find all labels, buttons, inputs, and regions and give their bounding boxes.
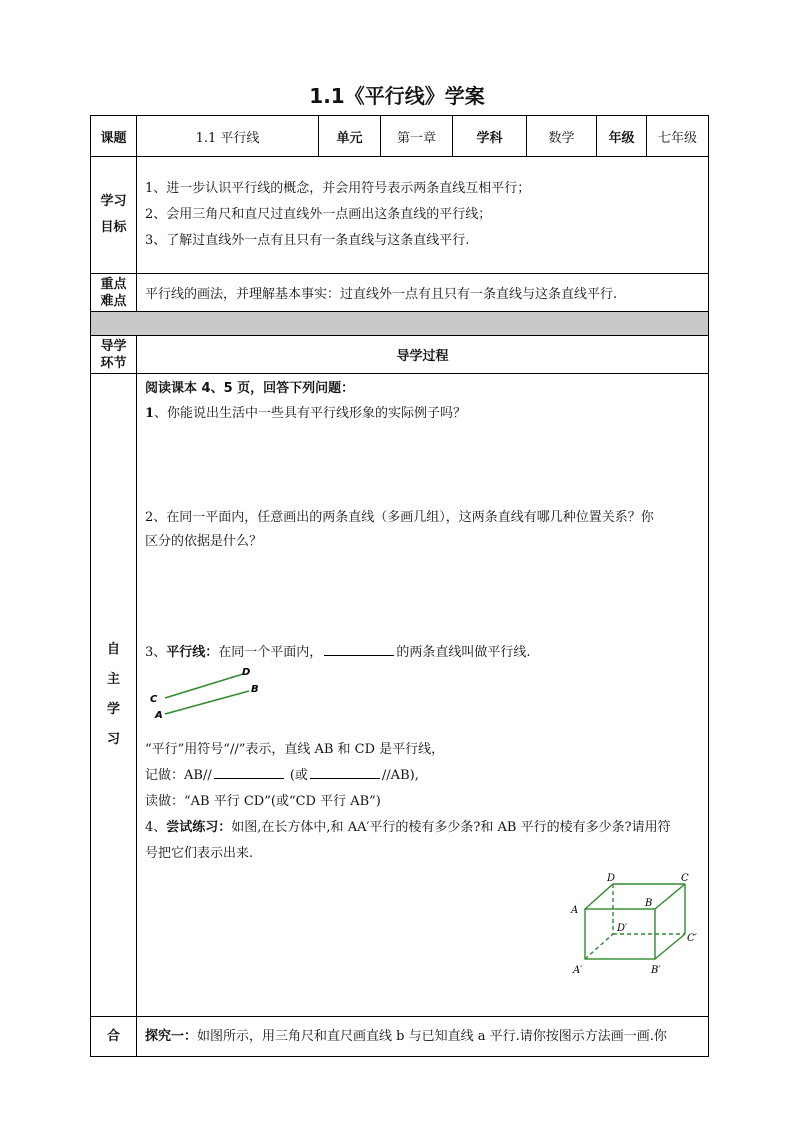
gray-divider [91,312,709,336]
process-header: 导学过程 [137,336,709,374]
key-points-text: 平行线的画法，并理解基本事实：过直线外一点有且只有一条直线与这条直线平行. [137,274,709,312]
grade-label: 年级 [597,116,647,157]
cooperate-content: 探究一：如图所示，用三角尺和直尺画直线 b 与已知直线 a 平行.请你按图示方法画一画.你 [137,1017,709,1057]
cube-label-d: D [607,873,616,884]
goals-row [91,157,709,274]
cuboid-figure [565,869,715,984]
process-label: 导学环节 [91,336,137,374]
self-study-row [91,374,709,1017]
label-c: C [150,694,158,705]
grade-value: 七年级 [647,116,709,157]
question-1: 1、你能说出生活中一些具有平行线形象的实际例子吗？ [145,406,467,421]
label-b: B [251,684,259,695]
fill-blank[interactable] [324,643,394,656]
cube-label-dp: D′ [617,923,628,934]
read-line: 读做：“AB 平行 CD”(或“CD 平行 AB”) [145,794,381,809]
self-study-label: 自主学习 [91,374,137,1017]
question-3: 3、平行线：在同一个平面内， 的两条直线叫做平行线. [145,645,531,660]
question-2-line-1: 2、在同一平面内，任意画出的两条直线（多画几组），这两条直线有哪几种位置关系？你 [145,510,654,525]
reading-intro: 阅读课本 4、5 页，回答下列问题： [145,381,355,396]
header-row [91,116,709,157]
topic-value: 1.1 平行线 [137,116,319,157]
cube-label-ap: A′ [573,965,583,976]
cube-label-a: A [571,905,579,916]
cooperate-label: 合 [91,1017,137,1057]
goal-item: 3、了解过直线外一点有且只有一条直线与这条直线平行. [145,233,470,248]
goals-label: 学习目标 [91,157,137,274]
edge-b-c [655,884,685,909]
cooperate-row [91,1017,709,1057]
key-points-row [91,274,709,312]
symbol-line: “平行”用符号“//”表示，直线 AB 和 CD 是平行线， [145,742,445,757]
page-title: 1.1《平行线》学案 [309,84,485,108]
unit-label: 单元 [319,116,381,157]
gray-band [91,312,709,336]
self-study-content [137,374,709,1017]
unit-value: 第一章 [381,116,453,157]
cube-label-bp: B′ [651,965,661,976]
label-a: A [155,710,163,721]
label-d: D [242,667,251,678]
question-2-line-2: 区分的依据是什么？ [145,534,263,549]
goal-item: 2、会用三角尺和直尺过直线外一点画出这条直线的平行线； [145,207,492,222]
edge-bp-cp [655,934,685,959]
topic-label: 课题 [91,116,137,157]
record-line: 记做：AB// (或 //AB), [145,768,419,783]
cube-label-cp: C′ [687,933,697,944]
subject-label: 学科 [453,116,527,157]
edge-ap-dp [585,934,613,959]
question-4-line-1: 4、尝试练习：如图,在长方体中,和 AA′平行的棱有多少条?和 AB 平行的棱有多少条?请用符 [145,820,671,835]
edge-a-d [585,884,613,909]
line-cd [165,674,243,698]
parallel-lines-figure [145,664,275,724]
question-4-line-2: 号把它们表示出来. [145,846,254,861]
key-points-label: 重点难点 [91,274,137,312]
fill-blank[interactable] [214,766,284,779]
cube-label-b: B [645,898,653,909]
process-header-row [91,336,709,374]
fill-blank[interactable] [310,766,380,779]
goal-item: 1、进一步认识平行线的概念，并会用符号表示两条直线互相平行； [145,181,531,196]
cube-label-c: C [681,873,689,884]
goals-content [137,157,709,274]
lesson-table [90,115,709,1057]
subject-value: 数学 [527,116,597,157]
